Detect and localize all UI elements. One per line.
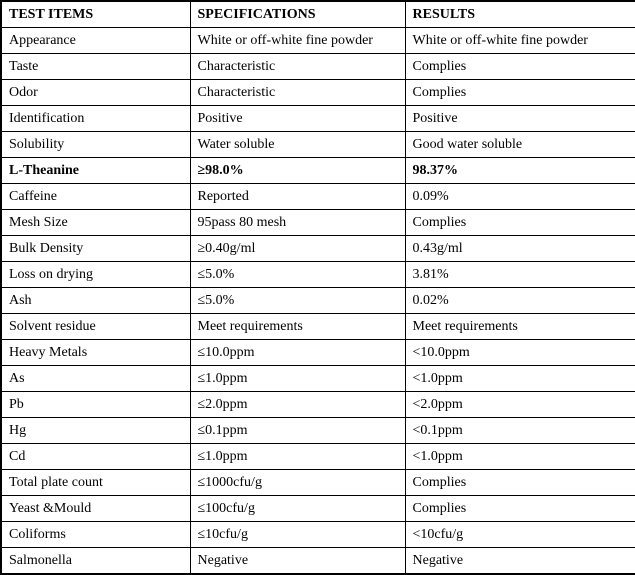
- table-row: [1, 158, 635, 184]
- specification-cell: ≤2.0ppm: [190, 392, 405, 418]
- specification-cell: ≤1.0ppm: [190, 444, 405, 470]
- result-cell: <0.1ppm: [405, 418, 635, 444]
- table-row: [1, 236, 635, 262]
- specification-cell: Positive: [190, 106, 405, 132]
- result-cell: <1.0ppm: [405, 366, 635, 392]
- specification-cell: ≥0.40g/ml: [190, 236, 405, 262]
- result-cell: 0.02%: [405, 288, 635, 314]
- specification-cell: Reported: [190, 184, 405, 210]
- table-row: [1, 366, 635, 392]
- specification-cell: Meet requirements: [190, 314, 405, 340]
- table-row: [1, 470, 635, 496]
- header-row: [1, 1, 635, 28]
- table-row: [1, 262, 635, 288]
- specification-cell: ≤100cfu/g: [190, 496, 405, 522]
- test-item-cell: Identification: [1, 106, 190, 132]
- table-row: [1, 54, 635, 80]
- table-row: [1, 340, 635, 366]
- specification-cell: Characteristic: [190, 54, 405, 80]
- test-item-cell: As: [1, 366, 190, 392]
- test-item-cell: Yeast &Mould: [1, 496, 190, 522]
- result-cell: Complies: [405, 80, 635, 106]
- test-item-cell: Odor: [1, 80, 190, 106]
- table-row: [1, 314, 635, 340]
- test-item-cell: Appearance: [1, 28, 190, 54]
- table-row: [1, 496, 635, 522]
- result-cell: <10.0ppm: [405, 340, 635, 366]
- table-row: [1, 522, 635, 548]
- result-cell: Positive: [405, 106, 635, 132]
- result-cell: Complies: [405, 210, 635, 236]
- table-row: [1, 288, 635, 314]
- test-item-cell: Mesh Size: [1, 210, 190, 236]
- table-row: [1, 106, 635, 132]
- specification-cell: ≤1.0ppm: [190, 366, 405, 392]
- result-cell: White or off-white fine powder: [405, 28, 635, 54]
- specification-cell: ≤0.1ppm: [190, 418, 405, 444]
- test-item-cell: Heavy Metals: [1, 340, 190, 366]
- specification-cell: ≤5.0%: [190, 288, 405, 314]
- test-item-cell: Caffeine: [1, 184, 190, 210]
- table-row: [1, 210, 635, 236]
- specification-cell: 95pass 80 mesh: [190, 210, 405, 236]
- specification-cell: White or off-white fine powder: [190, 28, 405, 54]
- test-item-cell: Taste: [1, 54, 190, 80]
- table-row: [1, 184, 635, 210]
- table-row: [1, 548, 635, 575]
- result-cell: Negative: [405, 548, 635, 575]
- test-item-cell: Coliforms: [1, 522, 190, 548]
- column-header-test-items: TEST ITEMS: [1, 1, 190, 28]
- table-row: [1, 444, 635, 470]
- result-cell: Complies: [405, 470, 635, 496]
- specification-cell: ≤10.0ppm: [190, 340, 405, 366]
- test-item-cell: Salmonella: [1, 548, 190, 575]
- specification-cell: ≥98.0%: [190, 158, 405, 184]
- test-item-cell: Solvent residue: [1, 314, 190, 340]
- result-cell: Meet requirements: [405, 314, 635, 340]
- result-cell: <1.0ppm: [405, 444, 635, 470]
- table-row: [1, 418, 635, 444]
- result-cell: 98.37%: [405, 158, 635, 184]
- test-item-cell: Pb: [1, 392, 190, 418]
- specification-cell: ≤1000cfu/g: [190, 470, 405, 496]
- specification-cell: ≤10cfu/g: [190, 522, 405, 548]
- column-header-specifications: SPECIFICATIONS: [190, 1, 405, 28]
- test-item-cell: Solubility: [1, 132, 190, 158]
- result-cell: <2.0ppm: [405, 392, 635, 418]
- test-item-cell: Bulk Density: [1, 236, 190, 262]
- result-cell: Good water soluble: [405, 132, 635, 158]
- result-cell: 3.81%: [405, 262, 635, 288]
- result-cell: 0.43g/ml: [405, 236, 635, 262]
- test-item-cell: Hg: [1, 418, 190, 444]
- test-item-cell: Ash: [1, 288, 190, 314]
- test-item-cell: L-Theanine: [1, 158, 190, 184]
- specification-cell: Negative: [190, 548, 405, 575]
- specification-cell: Water soluble: [190, 132, 405, 158]
- test-item-cell: Loss on drying: [1, 262, 190, 288]
- specification-cell: Characteristic: [190, 80, 405, 106]
- result-cell: Complies: [405, 54, 635, 80]
- specification-cell: ≤5.0%: [190, 262, 405, 288]
- coa-table-body: [1, 28, 635, 575]
- table-row: [1, 132, 635, 158]
- table-row: [1, 28, 635, 54]
- result-cell: 0.09%: [405, 184, 635, 210]
- table-row: [1, 80, 635, 106]
- result-cell: Complies: [405, 496, 635, 522]
- result-cell: <10cfu/g: [405, 522, 635, 548]
- test-item-cell: Cd: [1, 444, 190, 470]
- column-header-results: RESULTS: [405, 1, 635, 28]
- table-row: [1, 392, 635, 418]
- test-item-cell: Total plate count: [1, 470, 190, 496]
